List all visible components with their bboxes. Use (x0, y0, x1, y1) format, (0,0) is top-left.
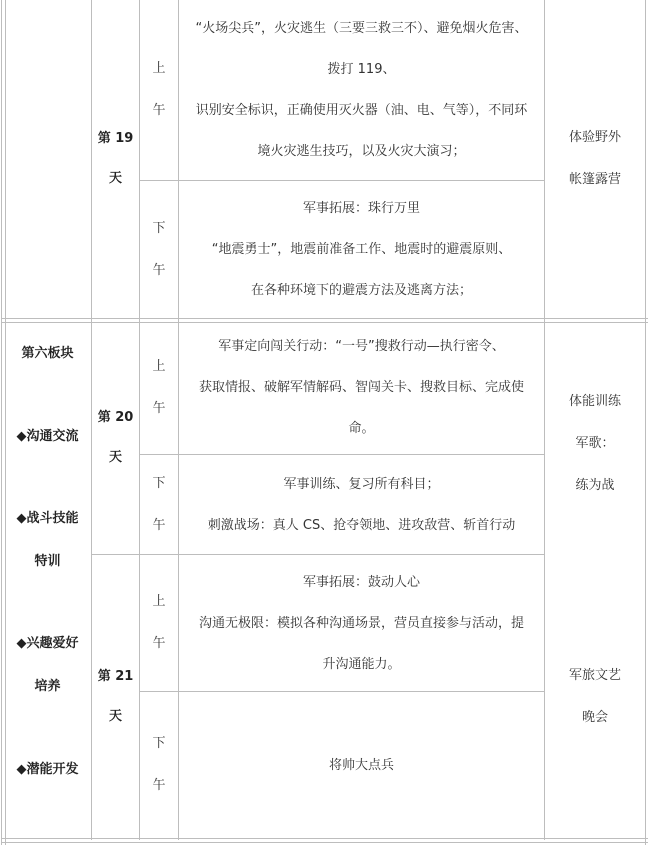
table-border-bottom (1, 838, 648, 843)
table-border-right (645, 0, 649, 845)
activity-line: “地震勇士”，地震前准备工作、地震时的避震原则、 (211, 242, 512, 257)
activity-line: 将帅大点兵 (328, 758, 394, 773)
day-label (92, 0, 139, 318)
morning-activities (179, 0, 544, 180)
afternoon-label: 下 午 (152, 220, 166, 278)
afternoon-activities (179, 692, 544, 838)
activity-line: 在各种环境下的避震方法及逃离方法； (250, 283, 472, 298)
day-number: 第 20 (97, 409, 134, 425)
module-title: 第六板块 (21, 346, 74, 361)
day-unit: 天 (108, 171, 122, 186)
afternoon-activities (179, 455, 544, 554)
activity-line: 军事拓展：鼓动人心 (302, 574, 420, 590)
day-label (92, 321, 139, 554)
activity-line: 获取情报、破解军情解码、智闯关卡、搜救目标、完成使 (198, 380, 524, 395)
module-item: ◆兴趣爱好 (16, 636, 79, 651)
morning-label: 上 午 (152, 358, 166, 416)
evening-activity: 体能训练 军歌： 练为战 (568, 394, 621, 493)
activity-line: 军事拓展：珠行万里 (302, 201, 420, 216)
morning-activities (179, 555, 544, 691)
module-item: ◆战斗技能 (16, 511, 79, 526)
module-item: 培养 (34, 679, 61, 694)
afternoon-label: 下 午 (152, 475, 166, 533)
day-unit: 天 (108, 449, 122, 465)
activity-line: 拨打 119、 (327, 62, 396, 77)
activity-line: 军事定向闯关行动：“一号”搜救行动—执行密令、 (218, 339, 505, 354)
module-item: ◆潜能开发 (16, 762, 79, 777)
module-cell (4, 322, 91, 838)
day-label (92, 555, 139, 838)
activity-line: 命。 (348, 421, 375, 436)
afternoon-activities (179, 181, 544, 318)
evening-activity: 军旅文艺 晚会 (568, 667, 621, 725)
activity-line: 军事训练、复习所有科目； (283, 476, 440, 492)
module-item: ◆沟通交流 (16, 429, 79, 444)
activity-line: 沟通无极限：模拟各种沟通场景，营员直接参与活动，提 (198, 615, 524, 631)
module-item: 特训 (34, 554, 61, 569)
day-unit: 天 (108, 708, 122, 724)
day-number: 第 19 (97, 131, 134, 146)
activity-line: 升沟通能力。 (322, 656, 401, 672)
afternoon-label: 下 午 (152, 736, 166, 793)
activity-line: 识别安全标识，正确使用灭火器（油、电、气等），不同环 (195, 103, 528, 118)
morning-label: 上 午 (152, 594, 166, 651)
day-number: 第 21 (97, 668, 134, 684)
morning-label: 上 午 (152, 61, 166, 118)
activity-line: “火场尖兵”，火灾逃生（三要三救三不）、避免烟火危害、 (195, 21, 528, 36)
morning-activities (179, 321, 544, 454)
evening-activity: 体验野外 帐篷露营 (568, 130, 621, 187)
activity-line: 刺激战场：真人 CS、抢夺领地、进攻敌营、斩首行动 (207, 517, 516, 533)
activity-line: 境火灾逃生技巧，以及火灾大演习； (257, 144, 466, 159)
